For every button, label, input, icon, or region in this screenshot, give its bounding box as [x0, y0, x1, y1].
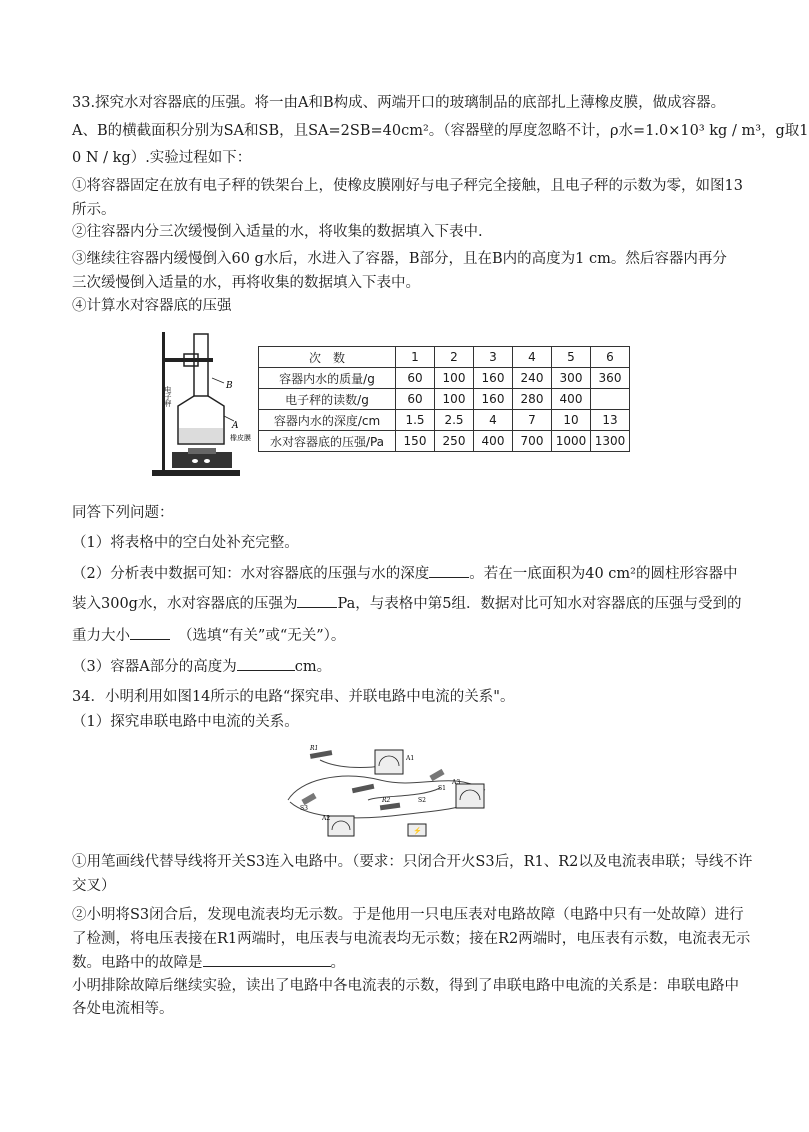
- table-cell: 5: [552, 347, 591, 368]
- q34-line-8: 小明排除故障后继续实验，读出了电路中各电流表的示数，得到了串联电路中电流的关系是：串联电路中: [72, 978, 739, 994]
- table-cell: 6: [591, 347, 630, 368]
- label-scale: 电子秤: [164, 386, 172, 407]
- table-row: [259, 431, 630, 452]
- q33-sub-2-line-3: [72, 625, 345, 646]
- power-source-icon: ⚡: [413, 827, 422, 835]
- q33-line-3: 0 N / kg）.实验过程如下：: [72, 150, 252, 166]
- answer-blank[interactable]: [130, 625, 170, 640]
- table-cell: 100: [435, 389, 474, 410]
- q33-sub-2-text-c: 装入300g水，水对容器底的压强为: [72, 596, 298, 612]
- q34-line-7: [72, 952, 345, 973]
- table-row: [259, 347, 630, 368]
- figure-14-circuit: [280, 740, 500, 840]
- q34-line-2: （1）探究串联电路中电流的关系。: [72, 714, 299, 730]
- label-membrane: 橡皮膜: [230, 434, 251, 442]
- q34-line-7-text-a: 数。电路中的故障是: [72, 955, 203, 971]
- table-cell: 60: [396, 389, 435, 410]
- q34-line-5: ②小明将S3闭合后，发现电流表均无示数。于是他用一只电压表对电路故障（电路中只有一处故障）进行: [72, 907, 744, 923]
- q33-line-6: ②往容器内分三次缓慢倒入适量的水，将收集的数据填入下表中.: [72, 224, 483, 240]
- q33-sub-1: （1）将表格中的空白处补充完整。: [72, 535, 299, 551]
- q33-sub-3: [72, 656, 331, 677]
- row-header: 电子秤的读数/g: [259, 389, 396, 410]
- table-cell: 2: [435, 347, 474, 368]
- table-row: [259, 368, 630, 389]
- table-cell: 60: [396, 368, 435, 389]
- q34-line-7-text-b: 。: [330, 955, 345, 971]
- answer-blank[interactable]: [297, 593, 337, 608]
- answer-intro: 同答下列问题：: [72, 505, 174, 521]
- table-cell: 150: [396, 431, 435, 452]
- table-cell: 1300: [591, 431, 630, 452]
- table-row: [259, 410, 630, 431]
- q33-line-4: ①将容器固定在放有电子秤的铁架台上，使橡皮膜刚好与电子秤完全接触，且电子秤的示数为零，如图13: [72, 178, 743, 194]
- label-s1: S1: [438, 785, 446, 792]
- q33-line-1: 33.探究水对容器底的压强。将一由A和B构成、两端开口的玻璃制品的底部扎上薄橡皮膜，做成容器。: [72, 95, 726, 111]
- figure-13-apparatus: [150, 328, 251, 478]
- table-cell: 3: [474, 347, 513, 368]
- row-header: 容器内水的深度/cm: [259, 410, 396, 431]
- table-cell: 1: [396, 347, 435, 368]
- q33-sub-2-line-1: [72, 563, 737, 584]
- row-header: 容器内水的质量/g: [259, 368, 396, 389]
- q33-sub-2-text-e: 重力大小: [72, 628, 130, 644]
- table-cell: 4: [474, 410, 513, 431]
- table-cell: 7: [513, 410, 552, 431]
- q33-sub-2-text-a: （2）分析表中数据可知：水对容器底的压强与水的深度: [72, 566, 430, 582]
- table-cell: 10: [552, 410, 591, 431]
- label-r2: R2: [382, 797, 391, 804]
- answer-blank[interactable]: [429, 563, 469, 578]
- table-cell-blank: [591, 389, 630, 410]
- q33-sub-2-text-f: （选填“有关”或“无关”）。: [178, 628, 346, 644]
- table-cell: 400: [474, 431, 513, 452]
- q34-line-1: 34．小明利用如图14所示的电路“探究串、并联电路中电流的关系"。: [72, 689, 515, 705]
- row-header: 次 数: [259, 347, 396, 368]
- table-cell: 2.5: [435, 410, 474, 431]
- q34-line-9: 各处电流相等。: [72, 1001, 174, 1017]
- label-s2: S2: [418, 797, 426, 804]
- q33-line-2: A、B的横截面积分别为SA和SB，且SA=2SB=40cm²。（容器壁的厚度忽略不计，ρ水=1.0×10³ kg / m³，g取1: [72, 123, 809, 139]
- label-a3: A3: [452, 779, 461, 786]
- label-a: A: [232, 421, 239, 431]
- label-b: B: [226, 381, 233, 391]
- table-cell: 1000: [552, 431, 591, 452]
- label-r1: R1: [310, 745, 319, 752]
- q33-sub-2-line-2: [72, 593, 741, 614]
- q33-line-9: ④计算水对容器底的压强: [72, 298, 232, 314]
- table-cell: 300: [552, 368, 591, 389]
- q33-sub-2-text-d: Pa，与表格中第5组．数据对比可知水对容器底的压强与受到的: [337, 596, 742, 612]
- q33-line-5: 所示。: [72, 202, 116, 218]
- table-cell: 360: [591, 368, 630, 389]
- table-cell: 4: [513, 347, 552, 368]
- table-cell: 700: [513, 431, 552, 452]
- table-cell: 160: [474, 368, 513, 389]
- table-cell: 13: [591, 410, 630, 431]
- row-header: 水对容器底的压强/Pa: [259, 431, 396, 452]
- table-row: [259, 389, 630, 410]
- table-cell: 400: [552, 389, 591, 410]
- answer-blank[interactable]: [237, 656, 295, 671]
- table-cell: 240: [513, 368, 552, 389]
- q34-line-3: ①用笔画线代替导线将开关S3连入电路中。（要求：只闭合开火S3后，R1、R2以及电流表串联；导线不许: [72, 854, 753, 870]
- label-a1: A1: [406, 755, 415, 762]
- data-table: [258, 346, 630, 452]
- table-cell: 1.5: [396, 410, 435, 431]
- label-a2: A2: [322, 815, 331, 822]
- q34-line-4: 交叉）: [72, 878, 116, 894]
- answer-blank[interactable]: [203, 952, 331, 967]
- q33-line-8: 三次缓慢倒入适量的水，再将收集的数据填入下表中。: [72, 275, 420, 291]
- q33-sub-3-text-a: （3）容器A部分的高度为: [72, 659, 237, 675]
- table-cell: 100: [435, 368, 474, 389]
- q33-sub-3-text-b: cm。: [294, 659, 332, 675]
- label-s3: S3: [300, 805, 308, 812]
- table-cell: 280: [513, 389, 552, 410]
- q34-line-6: 了检测，将电压表接在R1两端时，电压表与电流表均无示数；接在R2两端时，电压表有示数，电流表无示: [72, 931, 751, 947]
- q33-line-7: ③继续往容器内缓慢倒入60 g水后，水进入了容器，B部分，且在B内的高度为1 cm。然后容器内再分: [72, 251, 727, 267]
- table-cell: 250: [435, 431, 474, 452]
- q33-sub-2-text-b: 。若在一底面积为40 cm²的圆柱形容器中: [469, 566, 738, 582]
- table-cell: 160: [474, 389, 513, 410]
